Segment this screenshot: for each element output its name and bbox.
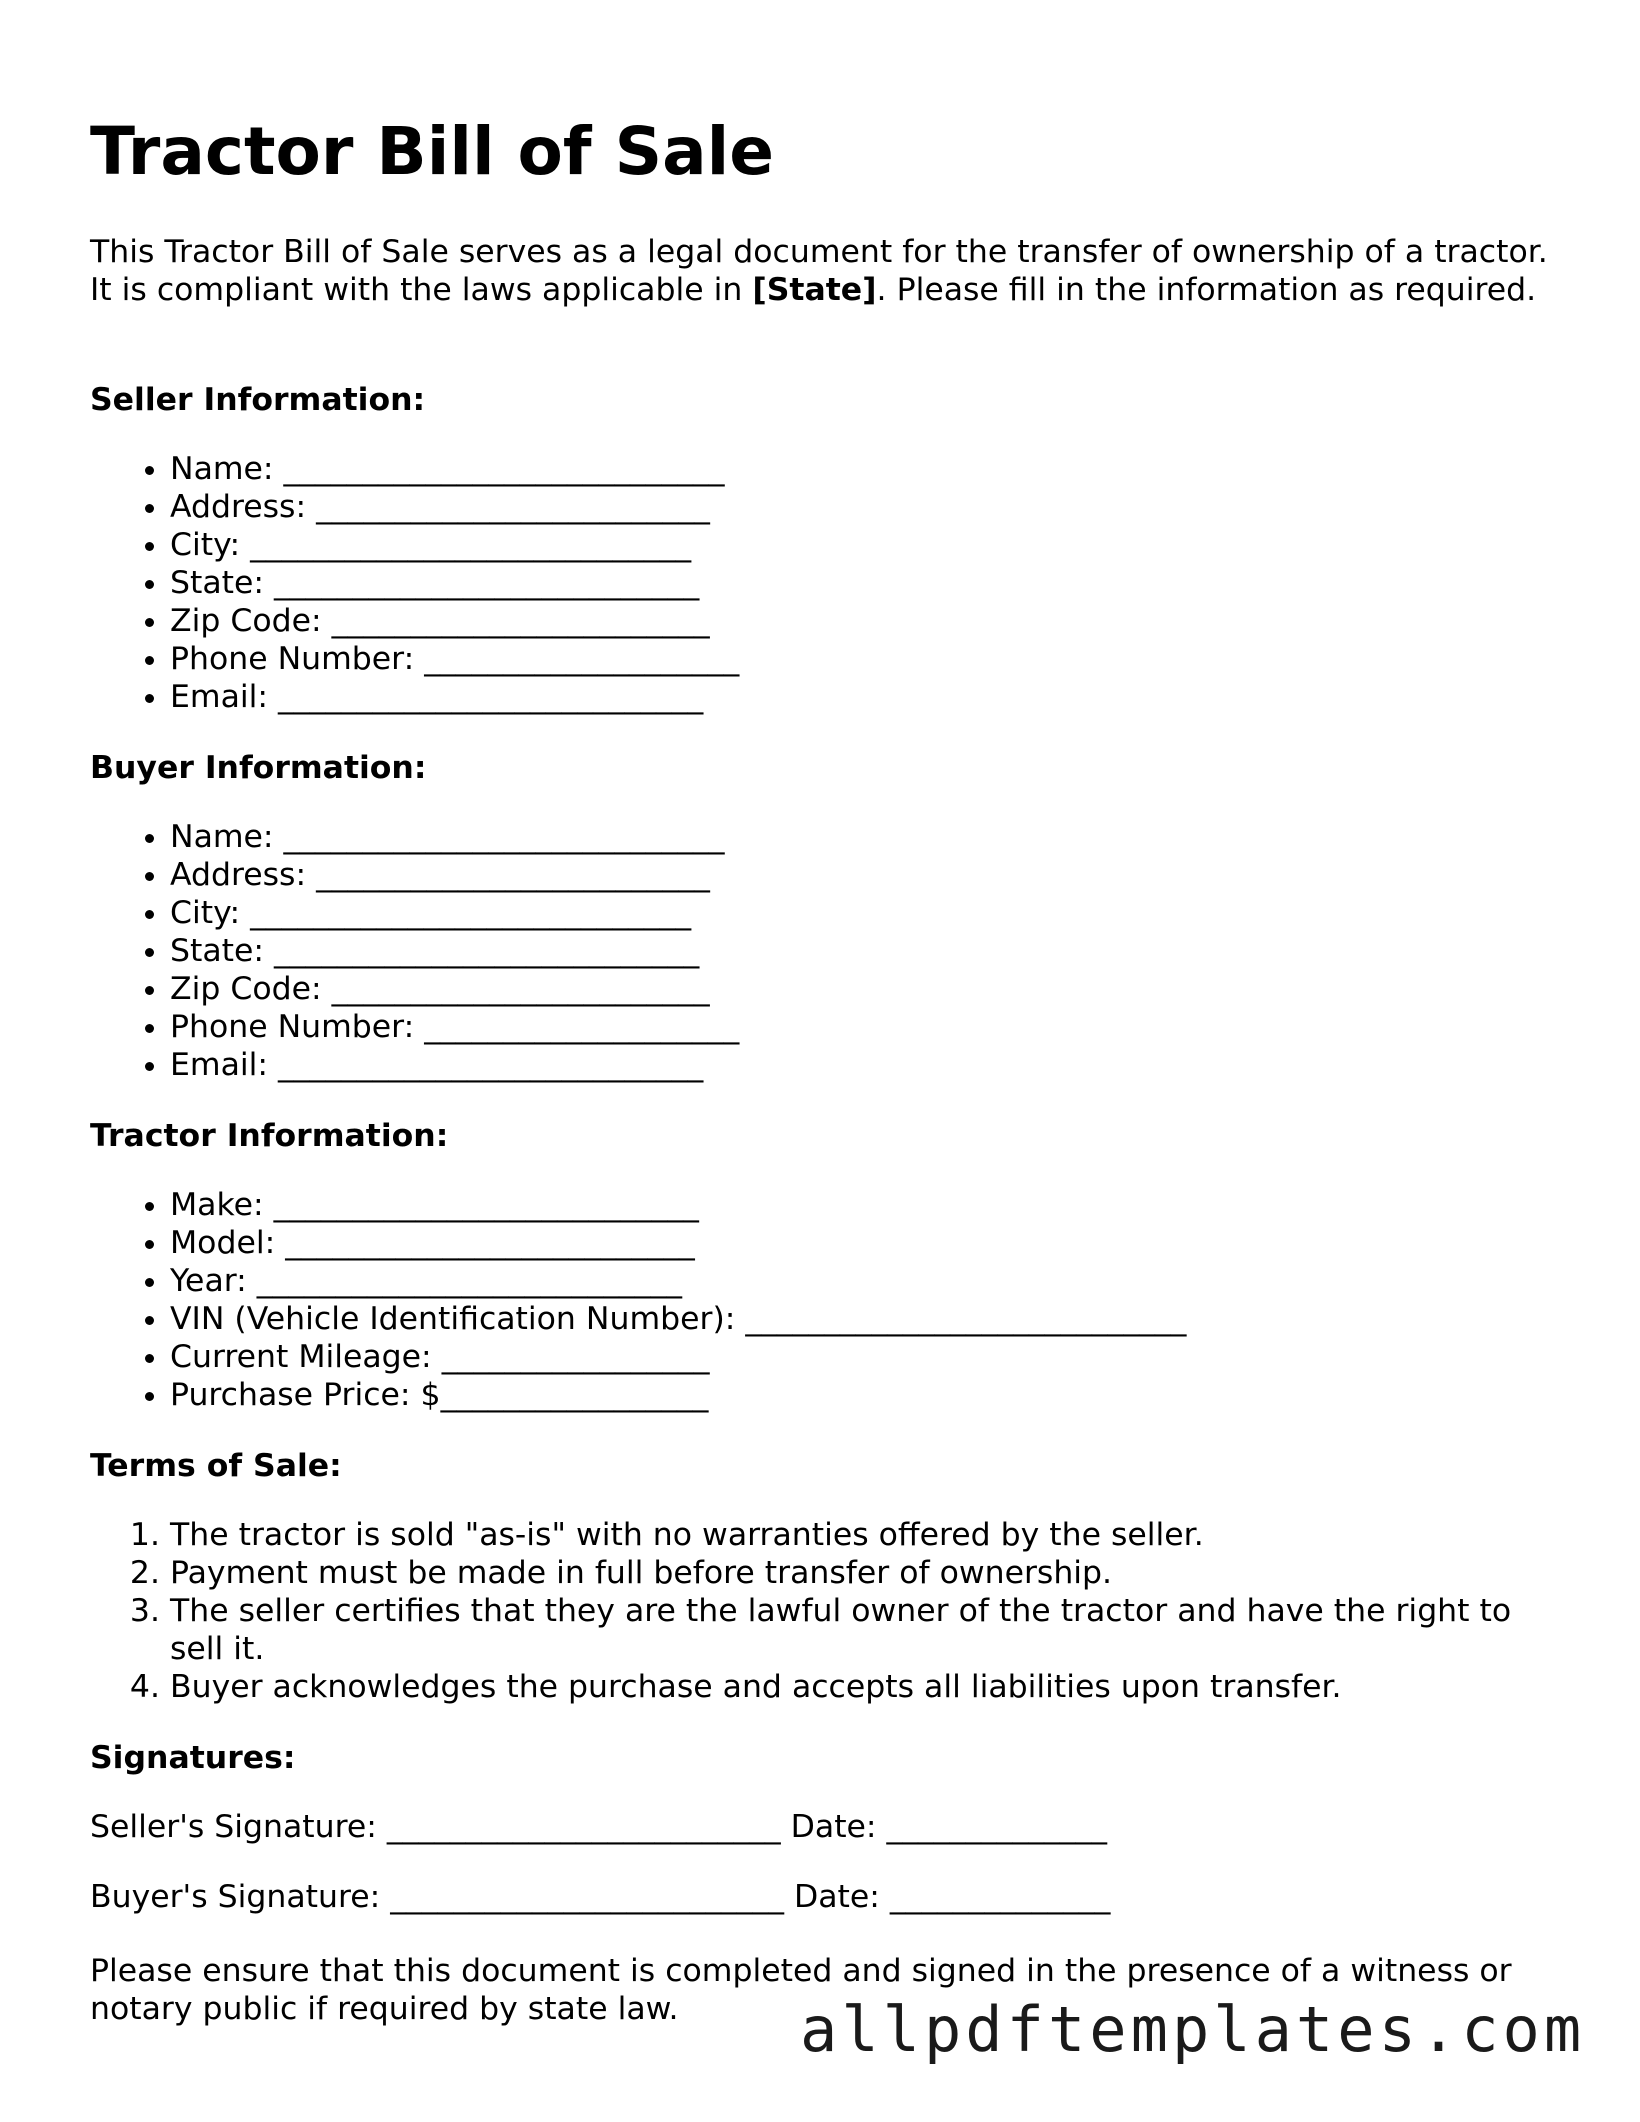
intro-paragraph (90, 233, 1550, 309)
buyer-phone-field[interactable]: • Phone Number: ____________________ (170, 1008, 1550, 1046)
seller-name-field[interactable]: • Name: ____________________________ (170, 450, 1550, 488)
tractor-mileage-field[interactable]: • Current Mileage: _________________ (170, 1338, 1550, 1376)
tractor-fields-list (90, 1186, 1550, 1414)
seller-phone-field[interactable]: • Phone Number: ____________________ (170, 640, 1550, 678)
term-item-1: 1. The tractor is sold "as-is" with no warranties offered by the seller. (170, 1516, 1550, 1554)
watermark-logo: allpdftemplates.com (800, 1993, 1586, 2066)
terms-list (90, 1516, 1550, 1706)
seller-heading: Seller Information: (90, 382, 426, 418)
seller-address-field[interactable]: • Address: _________________________ (170, 488, 1550, 526)
term-item-3: 3. The seller certifies that they are the lawful owner of the tractor and have the right to sell it. (170, 1592, 1550, 1668)
seller-city-field[interactable]: • City: ____________________________ (170, 526, 1550, 564)
page-title: Tractor Bill of Sale (90, 113, 775, 190)
buyer-city-field[interactable]: • City: ____________________________ (170, 894, 1550, 932)
buyer-address-field[interactable]: • Address: _________________________ (170, 856, 1550, 894)
tractor-heading: Tractor Information: (90, 1118, 449, 1154)
terms-heading: Terms of Sale: (90, 1448, 342, 1484)
signatures-heading: Signatures: (90, 1740, 296, 1776)
tractor-make-field[interactable]: • Make: ___________________________ (170, 1186, 1550, 1224)
buyer-state-field[interactable]: • State: ___________________________ (170, 932, 1550, 970)
tractor-year-field[interactable]: • Year: ___________________________ (170, 1262, 1550, 1300)
buyer-heading: Buyer Information: (90, 750, 427, 786)
term-item-2: 2. Payment must be made in full before transfer of ownership. (170, 1554, 1550, 1592)
seller-state-field[interactable]: • State: ___________________________ (170, 564, 1550, 602)
buyer-zip-field[interactable]: • Zip Code: ________________________ (170, 970, 1550, 1008)
tractor-price-field[interactable]: • Purchase Price: $_________________ (170, 1376, 1550, 1414)
seller-signature-line[interactable]: Seller's Signature: _________________________ Date: ______________ (90, 1809, 1108, 1845)
closing-note: Please ensure that this document is completed and signed in the presence of a witness or notary public if required by state law. (90, 1953, 1512, 2027)
tractor-vin-field[interactable]: • VIN (Vehicle Identification Number): ____________________________ (170, 1300, 1550, 1338)
buyer-email-field[interactable]: • Email: ___________________________ (170, 1046, 1550, 1084)
seller-fields-list (90, 450, 1550, 716)
term-item-4: 4. Buyer acknowledges the purchase and accepts all liabilities upon transfer. (170, 1668, 1550, 1706)
buyer-fields-list (90, 818, 1550, 1084)
intro-text-before: This Tractor Bill of Sale serves as a legal document for the transfer of ownership of a tractor. It is compliant with the laws applicable in (90, 234, 1548, 308)
intro-text-after: . Please fill in the information as required. (876, 272, 1537, 308)
buyer-name-field[interactable]: • Name: ____________________________ (170, 818, 1550, 856)
buyer-signature-line[interactable]: Buyer's Signature: _________________________ Date: ______________ (90, 1879, 1111, 1915)
seller-zip-field[interactable]: • Zip Code: ________________________ (170, 602, 1550, 640)
intro-state-placeholder: [State] (752, 272, 877, 308)
seller-email-field[interactable]: • Email: ___________________________ (170, 678, 1550, 716)
tractor-model-field[interactable]: • Model: __________________________ (170, 1224, 1550, 1262)
